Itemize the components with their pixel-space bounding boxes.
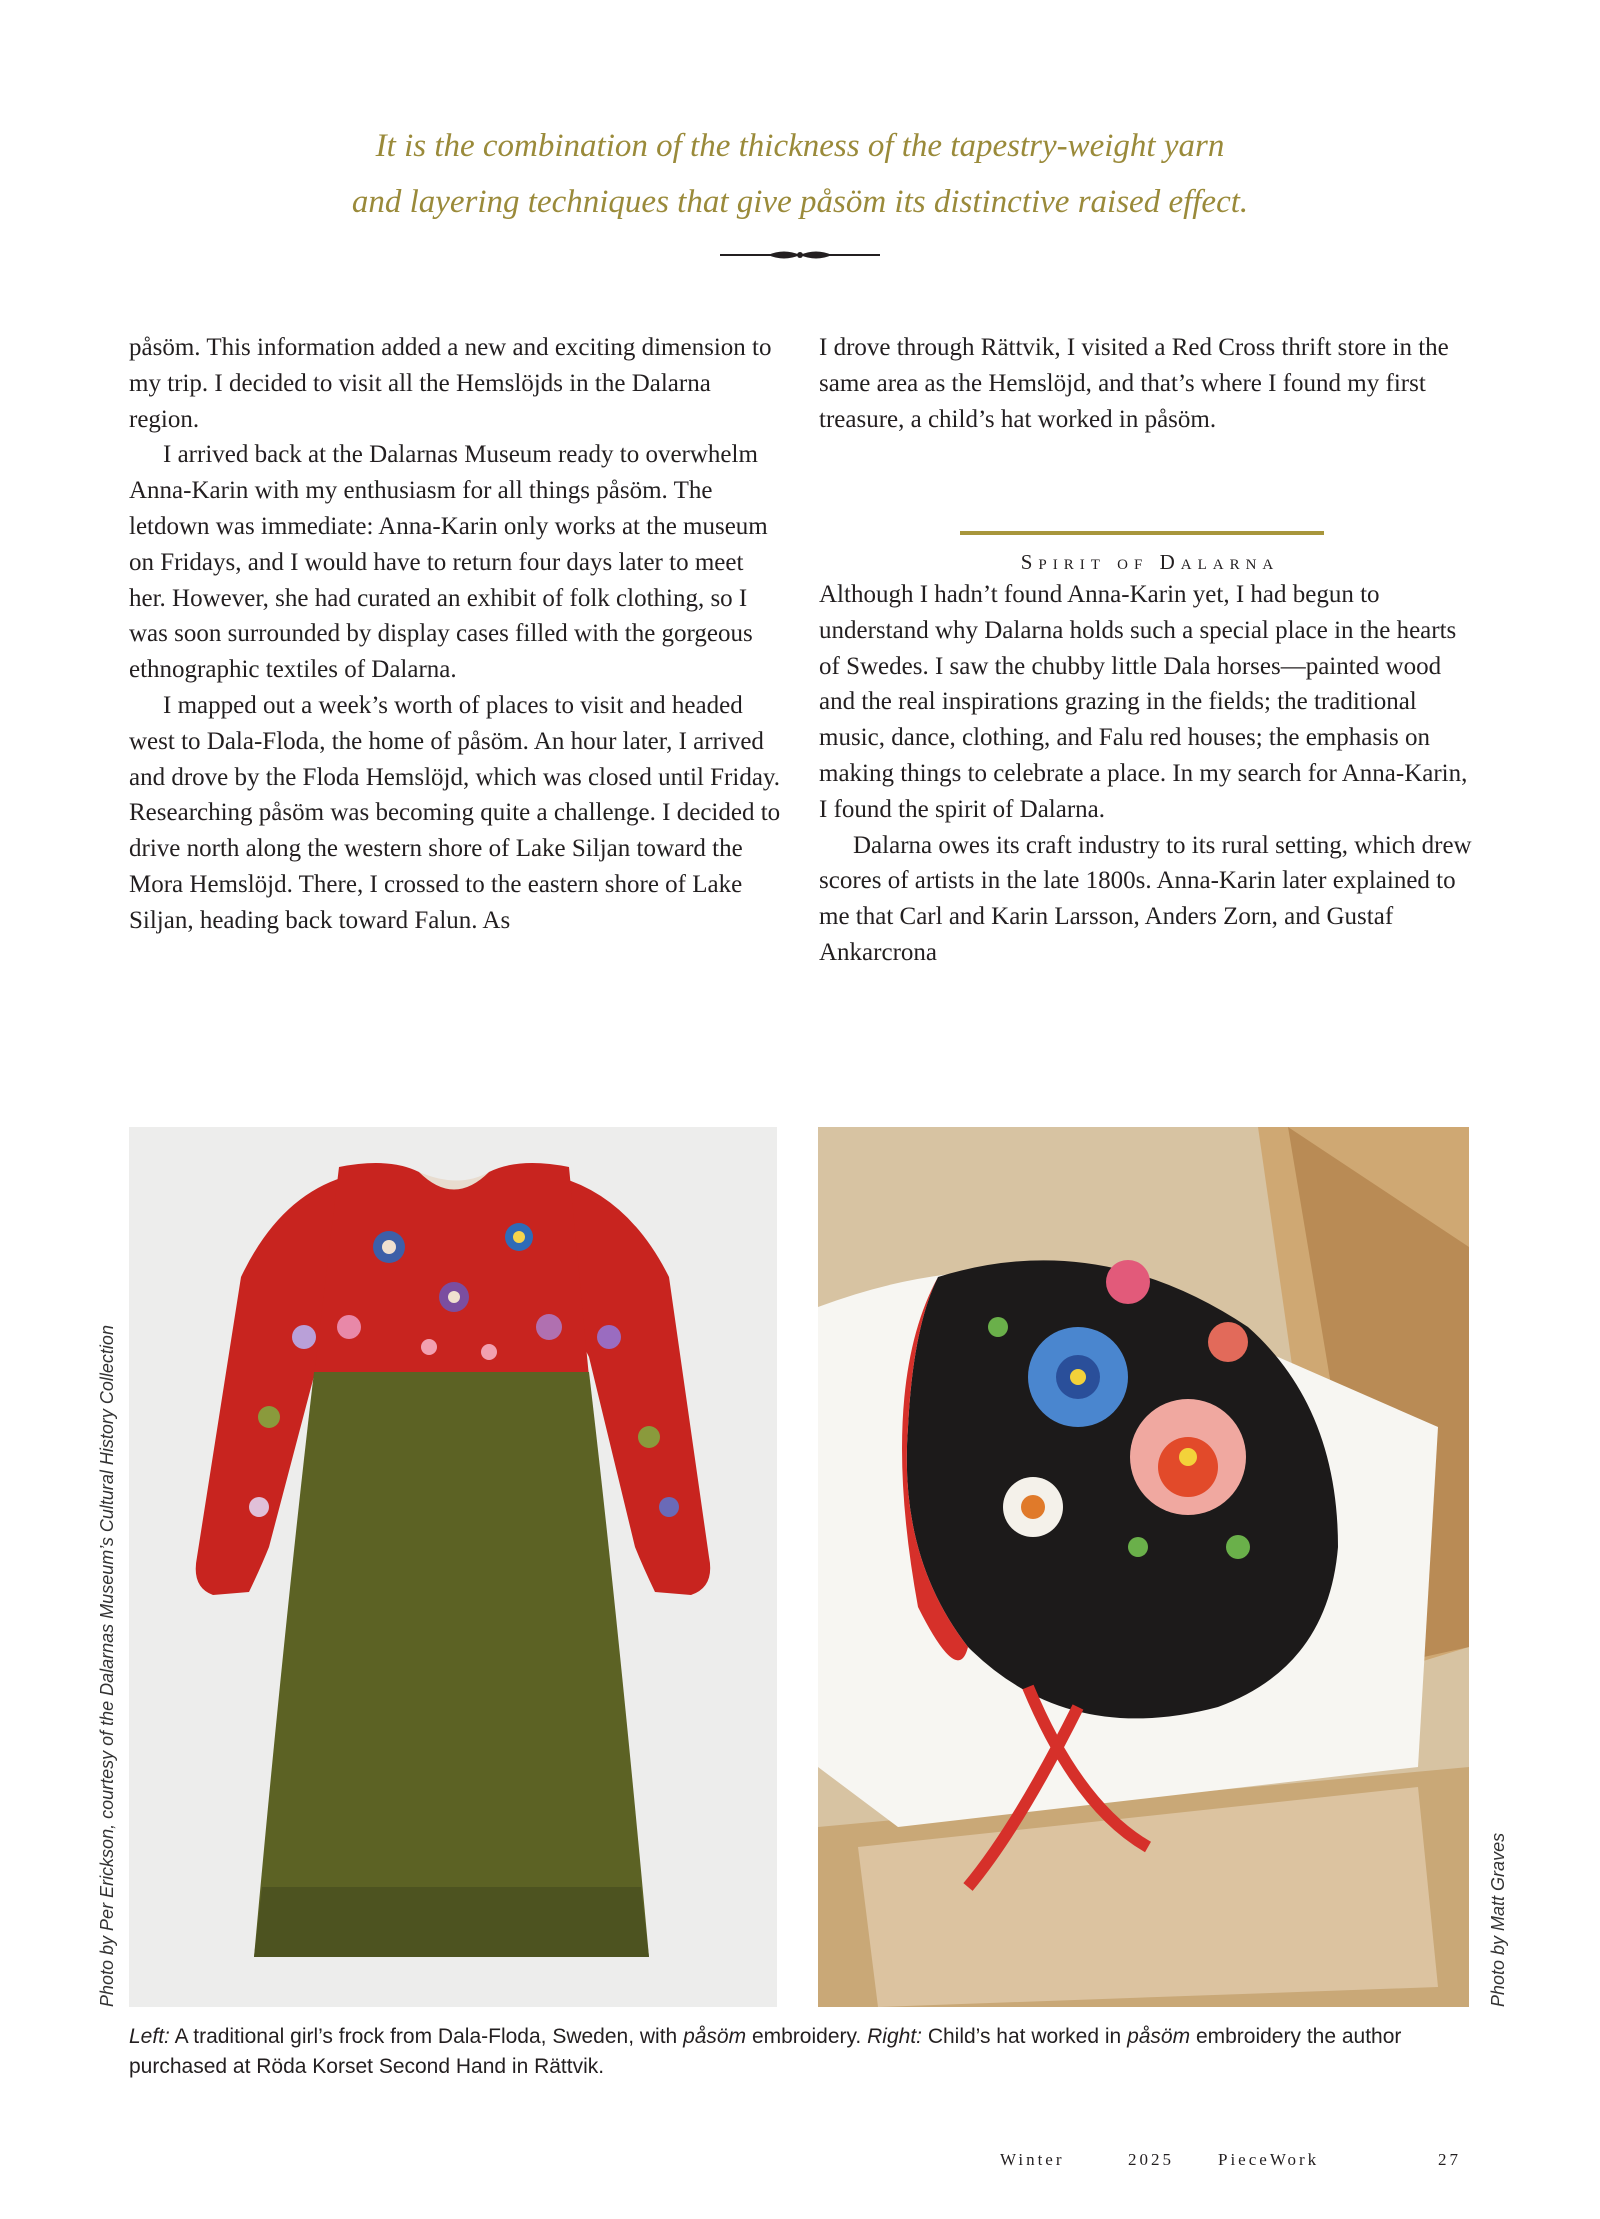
caption-left-label: Left:	[129, 2025, 170, 2048]
ornament-divider	[720, 240, 880, 270]
photo-credit-left: Photo by Per Erickson, courtesy of the Dalarnas Museum’s Cultural History Collection	[97, 1325, 117, 2007]
folio-year: 2025	[1128, 2150, 1174, 2169]
pull-quote-line-2: and layering techniques that give påsöm its distinctive raised effect.	[351, 184, 1249, 220]
caption-right-text-1: Child’s hat worked in	[927, 2025, 1122, 2048]
left-paragraph-1: påsöm. This information added a new and exciting dimension to my trip. I decided to visit all the Hemslöjds in the Dalarna region.	[129, 334, 772, 433]
left-column	[129, 330, 781, 939]
caption-right-text-2: embroidery the author purchased at Röda Korset Second Hand in Rättvik.	[129, 2025, 1402, 2078]
right-column-intro	[819, 330, 1481, 437]
right-column-body	[819, 577, 1481, 971]
photo-caption	[129, 2022, 1469, 2082]
caption-term-1: påsöm	[683, 2025, 747, 2048]
photo-credit-right: Photo by Matt Graves	[1488, 1832, 1508, 2007]
frock-photo	[129, 1127, 777, 2007]
folio-magazine: PieceWork	[1218, 2150, 1320, 2169]
pull-quote	[130, 118, 1470, 230]
caption-term-2: påsöm	[1127, 2025, 1191, 2048]
caption-right-label: Right:	[867, 2025, 922, 2048]
pull-quote-line-1: It is the combination of the thickness of the tapestry-weight yarn	[375, 128, 1225, 164]
right-intro-paragraph: I drove through Rättvik, I visited a Red Cross thrift store in the same area as the Hemslöjd, and that’s where I found my first treasure, a child’s hat worked in påsöm.	[819, 334, 1449, 433]
section-heading-rule	[960, 531, 1324, 535]
right-paragraph-1: Although I hadn’t found Anna-Karin yet, I had begun to understand why Dalarna holds such a special place in the hearts of Swedes. I saw the chubby little Dala horses—painted wood and the real inspirations grazing in the fields; the traditional music, dance, clothing, and Falu red houses; the emphasis on making things to celebrate a place. In my search for Anna-Karin, I found the spirit of Dalarna.	[819, 581, 1468, 823]
section-heading-text: Spirit of Dalarna	[1020, 550, 1280, 574]
caption-left-text-2: embroidery.	[751, 2025, 862, 2048]
section-heading	[819, 548, 1481, 576]
folio-page-number: 27	[1438, 2150, 1461, 2169]
folio-season: Winter	[1000, 2150, 1065, 2169]
left-paragraph-2: I arrived back at the Dalarnas Museum ready to overwhelm Anna-Karin with my enthusiasm for all things påsöm. The letdown was immediate: Anna-Karin only works at the museum on Fridays, and I would have to return four days later to meet her. However, she had curated an exhibit of folk clothing, so I was soon surrounded by display cases filled with the gorgeous ethnographic textiles of Dalarna.	[129, 441, 768, 684]
right-paragraph-2: Dalarna owes its craft industry to its rural setting, which drew scores of artists in the late 1800s. Anna-Karin later explained to me that Carl and Karin Larsson, Anders Zorn, and Gustaf Ankarcrona	[819, 831, 1472, 966]
caption-left-text-1: A traditional girl’s frock from Dala-Floda, Sweden, with	[174, 2025, 678, 2048]
hat-photo	[818, 1127, 1469, 2007]
left-paragraph-3: I mapped out a week’s worth of places to visit and headed west to Dala-Floda, the home of påsöm. An hour later, I arrived and drove by the Floda Hemslöjd, which was closed until Friday. Researching påsöm was becoming quite a challenge. I decided to drive north along the western shore of Lake Siljan toward the Mora Hemslöjd. There, I crossed to the eastern shore of Lake Siljan, heading back toward Falun. As	[129, 691, 781, 934]
